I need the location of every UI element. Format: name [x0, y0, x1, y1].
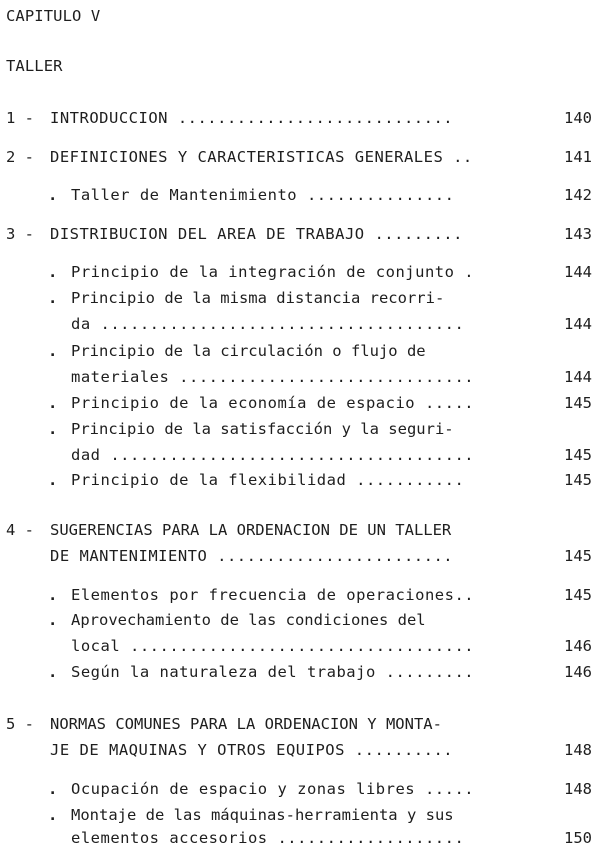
toc-page-number: 145	[564, 446, 592, 464]
toc-page-number: 144	[564, 315, 592, 333]
toc-page-number: 150	[564, 829, 592, 847]
toc-subentry-text: Montaje de las máquinas-herramienta y sus	[71, 806, 454, 824]
toc-page-number: 148	[564, 780, 592, 798]
bullet-mark: .	[48, 806, 58, 824]
toc-subentry-text: Según la naturaleza del trabajo .........	[71, 663, 475, 681]
toc-page-number: 142	[564, 186, 592, 204]
toc-page-number: 146	[564, 637, 592, 655]
bullet-mark: .	[48, 586, 58, 604]
bullet-mark: .	[48, 420, 58, 438]
bullet-mark: .	[48, 663, 58, 681]
bullet-mark: .	[48, 186, 58, 204]
section-number: 2 -	[6, 148, 34, 166]
toc-page-number: 140	[564, 109, 592, 127]
toc-subentry-text: Elementos por frecuencia de operaciones..	[71, 586, 475, 604]
toc-subentry-continuation: da .....................................	[71, 315, 465, 333]
toc-entry-continuation: JE DE MAQUINAS Y OTROS EQUIPOS ..........	[50, 741, 454, 759]
bullet-mark: .	[48, 289, 58, 307]
toc-page-number: 145	[564, 586, 592, 604]
section-title: TALLER	[6, 57, 63, 75]
toc-subentry-continuation: elementos accesorios ...................	[71, 829, 465, 847]
toc-subentry-continuation: materiales ..............................	[71, 368, 475, 386]
toc-subentry-continuation: local ...................................	[71, 637, 475, 655]
bullet-mark: .	[48, 780, 58, 798]
section-number: 3 -	[6, 225, 34, 243]
section-number: 5 -	[6, 715, 34, 733]
toc-subentry-text: Taller de Mantenimiento ...............	[71, 186, 455, 204]
toc-page-number: 145	[564, 547, 592, 565]
bullet-mark: .	[48, 263, 58, 281]
toc-subentry-text: Principio de la satisfacción y la seguri-	[71, 420, 454, 438]
toc-subentry-text: Principio de la economía de espacio .....	[71, 394, 475, 412]
toc-subentry-text: Aprovechamiento de las condiciones del	[71, 611, 426, 629]
bullet-mark: .	[48, 342, 58, 360]
toc-subentry-text: Principio de la integración de conjunto .	[71, 263, 475, 281]
toc-entry-continuation: DE MANTENIMIENTO ........................	[50, 547, 454, 565]
section-number: 4 -	[6, 521, 34, 539]
toc-entry-text: NORMAS COMUNES PARA LA ORDENACION Y MONTA-	[50, 715, 442, 733]
toc-page-number: 146	[564, 663, 592, 681]
toc-subentry-continuation: dad .....................................	[71, 446, 475, 464]
toc-page-number: 148	[564, 741, 592, 759]
toc-page-number: 144	[564, 263, 592, 281]
toc-page-number: 143	[564, 225, 592, 243]
bullet-mark: .	[48, 471, 58, 489]
toc-page-number: 145	[564, 471, 592, 489]
toc-subentry-text: Principio de la circulación o flujo de	[71, 342, 426, 360]
section-number: 1 -	[6, 109, 34, 127]
bullet-mark: .	[48, 394, 58, 412]
toc-page-number: 145	[564, 394, 592, 412]
chapter-heading: CAPITULO V	[6, 7, 101, 25]
bullet-mark: .	[48, 611, 58, 629]
toc-page-number: 144	[564, 368, 592, 386]
toc-page-number: 141	[564, 148, 592, 166]
toc-entry-text: INTRODUCCION ............................	[50, 109, 454, 127]
toc-subentry-text: Principio de la misma distancia recorri-	[71, 289, 445, 307]
toc-subentry-text: Principio de la flexibilidad ...........	[71, 471, 465, 489]
toc-subentry-text: Ocupación de espacio y zonas libres .....	[71, 780, 475, 798]
toc-entry-text: DEFINICIONES Y CARACTERISTICAS GENERALES ..	[50, 148, 473, 166]
toc-entry-text: DISTRIBUCION DEL AREA DE TRABAJO .........	[50, 225, 463, 243]
toc-entry-text: SUGERENCIAS PARA LA ORDENACION DE UN TALLER	[50, 521, 452, 539]
